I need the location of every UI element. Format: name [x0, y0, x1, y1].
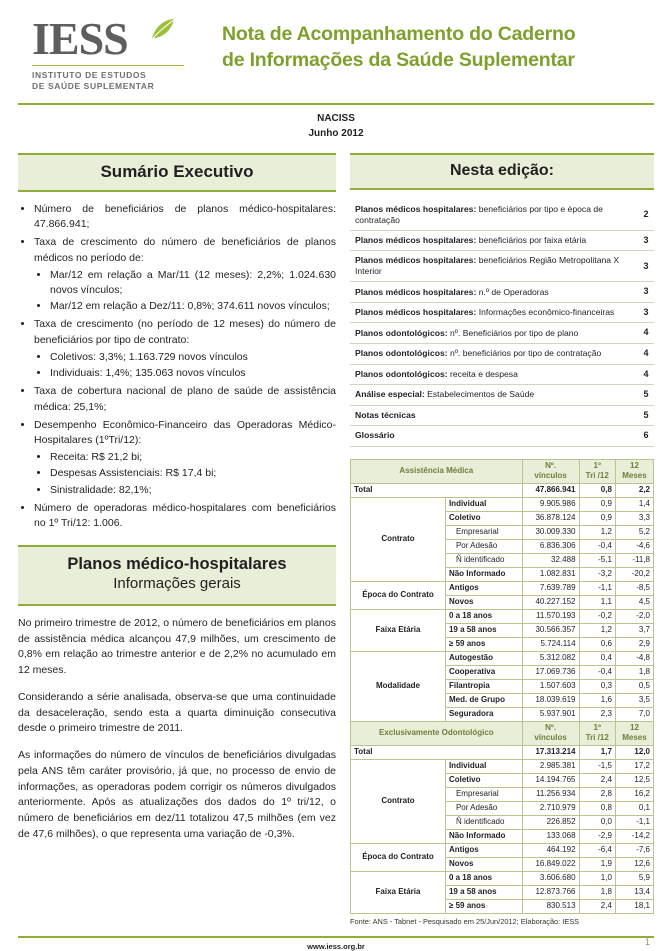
table-cell-t: 0,9: [579, 497, 615, 511]
table-cell-t: 2,3: [579, 707, 615, 721]
table-cell-v: 32.488: [522, 553, 579, 567]
table-row-label: Por Adesão: [445, 801, 522, 815]
table-group-label: Contrato: [351, 497, 446, 581]
table-cell-t: -3,2: [579, 567, 615, 581]
toc-entry-page: 2: [638, 200, 654, 231]
summary-list: [18, 202, 336, 531]
table-cell-m: 3,5: [615, 693, 653, 707]
table-section-header: [351, 721, 654, 745]
summary-subitem: • Mar/12 em relação a Mar/11 (12 meses): 2,2%; 1.024.630 novos vínculos;: [50, 268, 336, 298]
toc-row[interactable]: [350, 230, 654, 251]
table-cell-v: 9.905.986: [522, 497, 579, 511]
table-group-label: Época do Contrato: [351, 581, 446, 609]
table-row-label: Não Informado: [445, 829, 522, 843]
right-column: [350, 153, 654, 926]
table-row-label: Seguradora: [445, 707, 522, 721]
table-column-header: 1º Tri /12: [579, 459, 615, 483]
table-cell-m: 5,9: [615, 871, 653, 885]
table-row-label: Não Informado: [445, 567, 522, 581]
toc-table: [350, 200, 654, 447]
table-column-header: 1º Tri /12: [579, 721, 615, 745]
table-cell-t: 1,2: [579, 525, 615, 539]
table-cell-t: 1,0: [579, 871, 615, 885]
table-cell-m: 12,0: [615, 745, 653, 759]
toc-row[interactable]: [350, 385, 654, 406]
toc-entry-page: 6: [638, 426, 654, 447]
table-row-label: Antigos: [445, 581, 522, 595]
summary-sublist: [34, 350, 336, 381]
table-row-label: Cooperativa: [445, 665, 522, 679]
table-cell-v: 226.852: [522, 815, 579, 829]
page-title-line1: Nota de Acompanhamento do Caderno: [222, 23, 576, 45]
table-cell-t: 0,8: [579, 483, 615, 497]
table-row: [351, 759, 654, 773]
table-cell-m: -8,5: [615, 581, 653, 595]
logo: [18, 13, 208, 93]
toc-row[interactable]: [350, 200, 654, 231]
table-cell-m: 1,8: [615, 665, 653, 679]
summary-item: [34, 501, 336, 531]
general-info-title: [18, 545, 336, 606]
toc-entry-page: 5: [638, 405, 654, 426]
table-row: [351, 483, 654, 497]
table-cell-m: 4,5: [615, 595, 653, 609]
logo-text: IESS: [32, 13, 128, 64]
table-cell-m: 2,2: [615, 483, 653, 497]
table-cell-t: 2,8: [579, 787, 615, 801]
left-column: [18, 153, 336, 926]
toc-entry-label: Planos médicos hospitalares: beneficiários por tipo e época de contratação: [350, 200, 638, 231]
table-cell-v: 7.639.789: [522, 581, 579, 595]
table-cell-v: 5.312.082: [522, 651, 579, 665]
summary-item: [34, 418, 336, 498]
table-cell-t: 2,4: [579, 773, 615, 787]
table-row-label: 0 a 18 anos: [445, 609, 522, 623]
toc-entry-label: Planos odontológicos: nº. Beneficiários por tipo de plano: [350, 323, 638, 344]
toc-entry-label: Análise especial: Estabelecimentos de Saúde: [350, 385, 638, 406]
table-cell-v: 830.513: [522, 899, 579, 913]
table-cell-m: -2,0: [615, 609, 653, 623]
table-row-label: ≥ 59 anos: [445, 899, 522, 913]
table-row-label: Empresarial: [445, 525, 522, 539]
logo-divider: [32, 65, 184, 66]
table-cell-m: 17,2: [615, 759, 653, 773]
table-cell-t: -1,1: [579, 581, 615, 595]
table-cell-t: -5,1: [579, 553, 615, 567]
general-info-title-line1: Planos médico-hospitalares: [67, 555, 287, 574]
publication-info: [18, 105, 654, 141]
table-group-label: Faixa Etária: [351, 609, 446, 651]
table-row-label: Coletivo: [445, 773, 522, 787]
table-cell-v: 30.566.357: [522, 623, 579, 637]
table-cell-v: 464.192: [522, 843, 579, 857]
table-cell-t: 1,8: [579, 885, 615, 899]
toc-entry-page: 4: [638, 364, 654, 385]
table-row-label: Filantropia: [445, 679, 522, 693]
table-row-label: Novos: [445, 857, 522, 871]
toc-row[interactable]: [350, 405, 654, 426]
logo-subtitle-line1: INSTITUTO DE ESTUDOS: [32, 70, 147, 80]
toc-row[interactable]: [350, 344, 654, 365]
content-columns: [18, 153, 654, 926]
table-cell-v: 12.873.766: [522, 885, 579, 899]
toc-entry-label: Planos médicos hospitalares: n.º de Operadoras: [350, 282, 638, 303]
table-column-header: Nº. vínculos: [522, 721, 579, 745]
table-cell-v: 40.227.152: [522, 595, 579, 609]
table-cell-t: 0,9: [579, 511, 615, 525]
summary-subitem: • Individuais: 1,4%; 135.063 novos vínculos: [50, 366, 336, 381]
summary-item-text: Desempenho Econômico-Financeiro das Operadoras Médico-Hospitalares (1ºTri/12):: [34, 418, 336, 446]
leaf-icon: [150, 18, 176, 40]
summary-item: [34, 235, 336, 314]
table-cell-m: 12,5: [615, 773, 653, 787]
table-cell-v: 11.256.934: [522, 787, 579, 801]
toc-entry-label: Planos odontológicos: nº. beneficiários por tipo de contratação: [350, 344, 638, 365]
summary-item-text: Taxa de crescimento (no período de 12 meses) do número de beneficiários por tipo de contrato:: [34, 318, 336, 346]
summary-item: [34, 317, 336, 381]
summary-item-text: Número de beneficiários de planos médico-hospitalares: 47.866.941;: [34, 202, 336, 231]
logo-subtitle: [32, 70, 208, 93]
table-cell-v: 14.194.765: [522, 773, 579, 787]
table-cell-v: 17.069.736: [522, 665, 579, 679]
toc-entry-page: 3: [638, 282, 654, 303]
table-row-label: Novos: [445, 595, 522, 609]
table-cell-m: 16,2: [615, 787, 653, 801]
summary-subitem: • Sinistralidade: 82,1%;: [50, 483, 336, 498]
toc-entry-label: Planos médicos hospitalares: beneficiários Região Metropolitana X Interior: [350, 251, 638, 282]
toc-row[interactable]: [350, 364, 654, 385]
title-block: [208, 16, 654, 73]
table-cell-m: 12,6: [615, 857, 653, 871]
toc-body: [350, 200, 654, 446]
page-number: 1: [644, 937, 650, 947]
toc-row[interactable]: [350, 426, 654, 447]
toc-row[interactable]: [350, 323, 654, 344]
table-row-label: Antigos: [445, 843, 522, 857]
summary-subitem: • Receita: R$ 21,2 bi;: [50, 450, 336, 465]
table-cell-v: 17.313.214: [522, 745, 579, 759]
toc-row[interactable]: [350, 282, 654, 303]
table-cell-v: 2.985.381: [522, 759, 579, 773]
indicators-body: [351, 459, 654, 913]
table-row-label: Ñ identificado: [445, 815, 522, 829]
table-cell-v: 36.878.124: [522, 511, 579, 525]
table-group-label: Faixa Etária: [351, 871, 446, 913]
table-section-title: Exclusivamente Odontológico: [351, 721, 523, 745]
table-cell-t: 1,6: [579, 693, 615, 707]
table-cell-m: 1,4: [615, 497, 653, 511]
indicators-table: [350, 459, 654, 914]
summary-subitem: • Despesas Assistenciais: R$ 17,4 bi;: [50, 466, 336, 481]
toc-entry-page: 3: [638, 302, 654, 323]
table-row: [351, 609, 654, 623]
table-cell-v: 133.068: [522, 829, 579, 843]
table-row: [351, 497, 654, 511]
summary-item: [34, 202, 336, 232]
table-cell-v: 1.082.831: [522, 567, 579, 581]
table-cell-t: -1,5: [579, 759, 615, 773]
table-cell-m: 0,5: [615, 679, 653, 693]
table-cell-v: 6.836.306: [522, 539, 579, 553]
table-row-label: Por Adesão: [445, 539, 522, 553]
table-row-label: 19 a 58 anos: [445, 885, 522, 899]
table-row: [351, 871, 654, 885]
table-cell-v: 30.009.330: [522, 525, 579, 539]
table-cell-v: 18.039.619: [522, 693, 579, 707]
table-row-label: ≥ 59 anos: [445, 637, 522, 651]
publication-name: NACISS: [317, 112, 355, 124]
table-column-header: 12 Meses: [615, 721, 653, 745]
toc-entry-label: Planos médicos hospitalares: Informações econômico-financeiras: [350, 302, 638, 323]
page-header: [18, 0, 654, 93]
toc-entry-page: 4: [638, 323, 654, 344]
table-row-label: Coletivo: [445, 511, 522, 525]
table-cell-t: -0,4: [579, 539, 615, 553]
summary-subitem: • Mar/12 em relação a Dez/11: 0,8%; 374.611 novos vínculos;: [50, 299, 336, 314]
footer-website[interactable]: www.iess.org.br: [307, 942, 365, 951]
table-row-label: Individual: [445, 497, 522, 511]
table-cell-m: 13,4: [615, 885, 653, 899]
table-cell-t: 2,4: [579, 899, 615, 913]
table-cell-t: -6,4: [579, 843, 615, 857]
toc-title: Nesta edição:: [350, 153, 654, 190]
table-cell-v: 1.507.603: [522, 679, 579, 693]
table-cell-m: 5,2: [615, 525, 653, 539]
table-cell-m: -20,2: [615, 567, 653, 581]
table-cell-v: 5.937.901: [522, 707, 579, 721]
summary-sublist: [34, 268, 336, 315]
summary-subitem: • Coletivos: 3,3%; 1.163.729 novos vínculos: [50, 350, 336, 365]
table-cell-t: -0,4: [579, 665, 615, 679]
table-cell-t: 1,1: [579, 595, 615, 609]
page-title: [222, 22, 654, 73]
paragraph: No primeiro trimestre de 2012, o número de beneficiários em planos de assistência médica alcançou 47,9 milhões, um crescimento de 0,8% em relação ao trimestre anterior e de 2,2% no acumulado em 12 meses.: [18, 616, 336, 677]
toc-entry-label: Notas técnicas: [350, 405, 638, 426]
table-row-label: Total: [351, 483, 523, 497]
toc-entry-page: 3: [638, 251, 654, 282]
table-cell-v: 5.724.114: [522, 637, 579, 651]
table-cell-m: -4,8: [615, 651, 653, 665]
table-cell-t: 0,3: [579, 679, 615, 693]
table-row-label: 0 a 18 anos: [445, 871, 522, 885]
summary-item: [34, 384, 336, 414]
table-row-label: Empresarial: [445, 787, 522, 801]
table-column-header: 12 Meses: [615, 459, 653, 483]
toc-entry-label: Planos médicos hospitalares: beneficiários por faixa etária: [350, 230, 638, 251]
general-info-title-line2: Informações gerais: [113, 575, 241, 593]
table-cell-t: 0,6: [579, 637, 615, 651]
table-section-header: [351, 459, 654, 483]
table-row-label: 19 a 58 anos: [445, 623, 522, 637]
table-cell-t: -0,2: [579, 609, 615, 623]
toc-entry-label: Planos odontológicos: receita e despesa: [350, 364, 638, 385]
table-row-label: Individual: [445, 759, 522, 773]
table-cell-m: 2,9: [615, 637, 653, 651]
table-cell-m: -1,1: [615, 815, 653, 829]
paragraph: Considerando a série analisada, observa-se que uma continuidade da desaceleração, sendo esta a quarta diminuição consecutiva desde o primeiro trimestre de 2011.: [18, 690, 336, 735]
table-cell-v: 11.570.193: [522, 609, 579, 623]
table-row: [351, 843, 654, 857]
table-cell-m: 7,0: [615, 707, 653, 721]
table-cell-t: -2,9: [579, 829, 615, 843]
page-title-line2: de Informações da Saúde Suplementar: [222, 48, 575, 71]
summary-title: Sumário Executivo: [18, 153, 336, 192]
toc-entry-page: 5: [638, 385, 654, 406]
summary-item-text: Número de operadoras médico-hospitalares com beneficiários no 1º Tri/12: 1.006.: [34, 501, 336, 530]
table-cell-v: 47.866.941: [522, 483, 579, 497]
general-info-section: [18, 545, 336, 842]
table-row: [351, 745, 654, 759]
table-row: [351, 581, 654, 595]
table-section-title: Assistência Médica: [351, 459, 523, 483]
publication-date: Junho 2012: [308, 127, 364, 139]
table-row-label: Med. de Grupo: [445, 693, 522, 707]
table-cell-m: -4,6: [615, 539, 653, 553]
toc-entry-label: Glossário: [350, 426, 638, 447]
table-group-label: Contrato: [351, 759, 446, 843]
table-row: [351, 651, 654, 665]
table-cell-v: 16.849.022: [522, 857, 579, 871]
table-cell-t: 1,9: [579, 857, 615, 871]
summary-item-text: Taxa de crescimento do número de beneficiários de planos médicos no período de:: [34, 236, 336, 264]
table-cell-m: -7,6: [615, 843, 653, 857]
table-cell-t: 0,8: [579, 801, 615, 815]
table-cell-t: 0,4: [579, 651, 615, 665]
table-source: Fonte: ANS - Tabnet - Pesquisado em 25/Jun/2012; Elaboração: IESS: [350, 916, 580, 926]
summary-sublist: [34, 450, 336, 498]
table-cell-m: 3,3: [615, 511, 653, 525]
toc-row[interactable]: [350, 302, 654, 323]
table-cell-t: 1,2: [579, 623, 615, 637]
toc-entry-page: 3: [638, 230, 654, 251]
general-info-body: [18, 616, 336, 843]
logo-wordmark: [32, 13, 208, 64]
page-footer: [0, 936, 672, 951]
table-column-header: Nº. vínculos: [522, 459, 579, 483]
toc-entry-page: 4: [638, 344, 654, 365]
logo-subtitle-line2: DE SAÚDE SUPLEMENTAR: [32, 81, 155, 92]
table-cell-t: 1,7: [579, 745, 615, 759]
table-cell-m: 3,7: [615, 623, 653, 637]
table-cell-m: -11,8: [615, 553, 653, 567]
table-cell-v: 2.710.979: [522, 801, 579, 815]
table-row-label: Total: [351, 745, 523, 759]
table-cell-m: 18,1: [615, 899, 653, 913]
toc-row[interactable]: [350, 251, 654, 282]
table-cell-m: -14,2: [615, 829, 653, 843]
table-cell-v: 3.606.680: [522, 871, 579, 885]
table-group-label: Época do Contrato: [351, 843, 446, 871]
table-cell-m: 0,1: [615, 801, 653, 815]
table-row-label: Autogestão: [445, 651, 522, 665]
table-row-label: Ñ identificado: [445, 553, 522, 567]
paragraph: As informações do número de vínculos de beneficiários divulgadas pela ANS têm caráter provisório, já que, no processo de envio de informações, as operadoras podem corrigir os números divulgados anteriormente. Após as atualizações dos dados do 1º tri/12, o número de beneficiários em dez/11 totalizou 47,5 milhões (em vez de 47,6 milhões), o que representa uma variação de -0,3%.: [18, 749, 336, 840]
summary-item-text: Taxa de cobertura nacional de plano de saúde de assistência médica: 25,1%;: [34, 385, 336, 413]
table-cell-t: 0,0: [579, 815, 615, 829]
table-group-label: Modalidade: [351, 651, 446, 721]
